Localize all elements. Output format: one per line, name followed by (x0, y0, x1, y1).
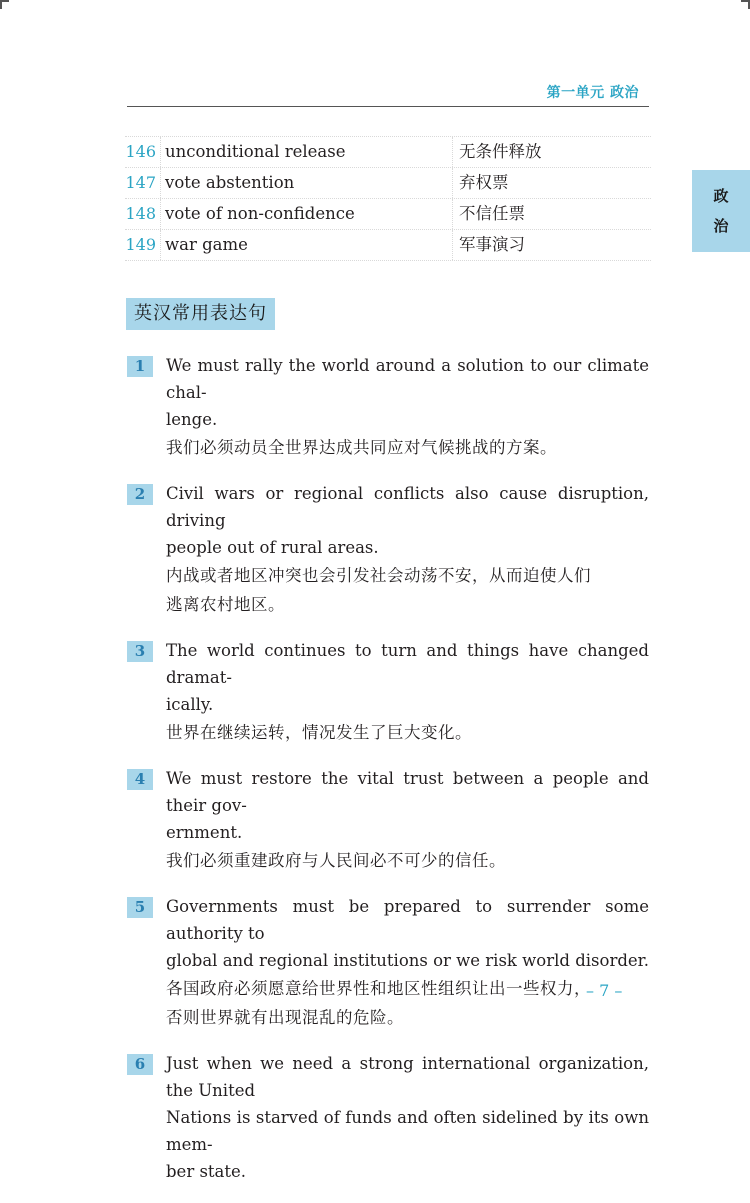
vocab-english: unconditional release (161, 137, 453, 167)
sentence-english-line: Governments must be prepared to surrender some authority to (166, 897, 649, 943)
vocab-number: 149 (125, 230, 161, 260)
vocab-english: war game (161, 230, 453, 260)
sentence-english-line: We must rally the world around a solution to our climate chal- (166, 356, 649, 402)
sentence-number: 1 (127, 356, 153, 377)
sentence-english-line: Civil wars or regional conflicts also cause disruption, driving (166, 484, 649, 530)
vocab-chinese: 军事演习 (459, 235, 525, 254)
sentence-english-line: Just when we need a strong international organization, the United (166, 1054, 649, 1100)
vocab-chinese: 弃权票 (459, 173, 509, 192)
sentence-english-line: global and regional institutions or we risk world disorder. (166, 951, 649, 970)
sentence-item (127, 893, 649, 1032)
sentence-number: 6 (127, 1054, 153, 1075)
sentence-item (127, 637, 649, 747)
sentence-number: 5 (127, 897, 153, 918)
vocab-number: 146 (125, 137, 161, 167)
sentence-english-line: ically. (166, 695, 214, 714)
vocab-number: 148 (125, 199, 161, 229)
crop-mark-top-right (741, 0, 750, 9)
sentence-chinese-line: 我们必须重建政府与人民间必不可少的信任。 (166, 851, 506, 870)
chapter-side-tab (692, 170, 750, 252)
sentence-list (127, 352, 649, 1203)
sentence-number: 2 (127, 484, 153, 505)
vocab-number: 147 (125, 168, 161, 198)
side-tab-char: 政 (713, 187, 729, 205)
sentence-english-line: lenge. (166, 410, 218, 429)
sentence-chinese-line: 各国政府必须愿意给世界性和地区性组织让出一些权力， (166, 979, 591, 998)
sentence-english-line: Nations is starved of funds and often sidelined by its own mem- (166, 1108, 649, 1154)
vocab-english: vote of non-confidence (161, 199, 453, 229)
sentence-number: 4 (127, 769, 153, 790)
vocab-chinese: 无条件释放 (459, 142, 542, 161)
section-title: 英汉常用表达句 (126, 298, 275, 330)
sentence-chinese-line: 内战或者地区冲突也会引发社会动荡不安，从而迫使人们 (166, 566, 591, 585)
vocab-row (125, 199, 651, 230)
sentence-chinese-line: 我们必须动员全世界达成共同应对气候挑战的方案。 (166, 438, 557, 457)
vocab-row (125, 230, 651, 261)
sentence-number: 3 (127, 641, 153, 662)
sentence-english-line: We must restore the vital trust between a people and their gov- (166, 769, 649, 815)
vocab-row (125, 168, 651, 199)
sentence-english-line: people out of rural areas. (166, 538, 379, 557)
sentence-chinese-line: 逃离农村地区。 (166, 595, 285, 614)
vocab-chinese: 不信任票 (459, 204, 525, 223)
sentence-english-line: ernment. (166, 823, 243, 842)
sentence-chinese-line: 否则世界就有出现混乱的危险。 (166, 1008, 404, 1027)
vocabulary-table (125, 136, 651, 261)
sentence-item (127, 765, 649, 875)
vocab-row (125, 136, 651, 168)
sentence-english-line: The world continues to turn and things have changed dramat- (166, 641, 649, 687)
crop-mark-top-left (0, 0, 9, 9)
header-title: 第一单元 政治 (546, 85, 639, 101)
vocab-english: vote abstention (161, 168, 453, 198)
running-header (127, 78, 649, 107)
sentence-chinese-line: 世界在继续运转，情况发生了巨大变化。 (166, 723, 472, 742)
sentence-item (127, 352, 649, 462)
sentence-item (127, 1050, 649, 1185)
sentence-item (127, 480, 649, 619)
side-tab-char: 治 (713, 217, 729, 235)
sentence-english-line: ber state. (166, 1162, 247, 1181)
page-number: – 7 – (586, 981, 623, 1000)
